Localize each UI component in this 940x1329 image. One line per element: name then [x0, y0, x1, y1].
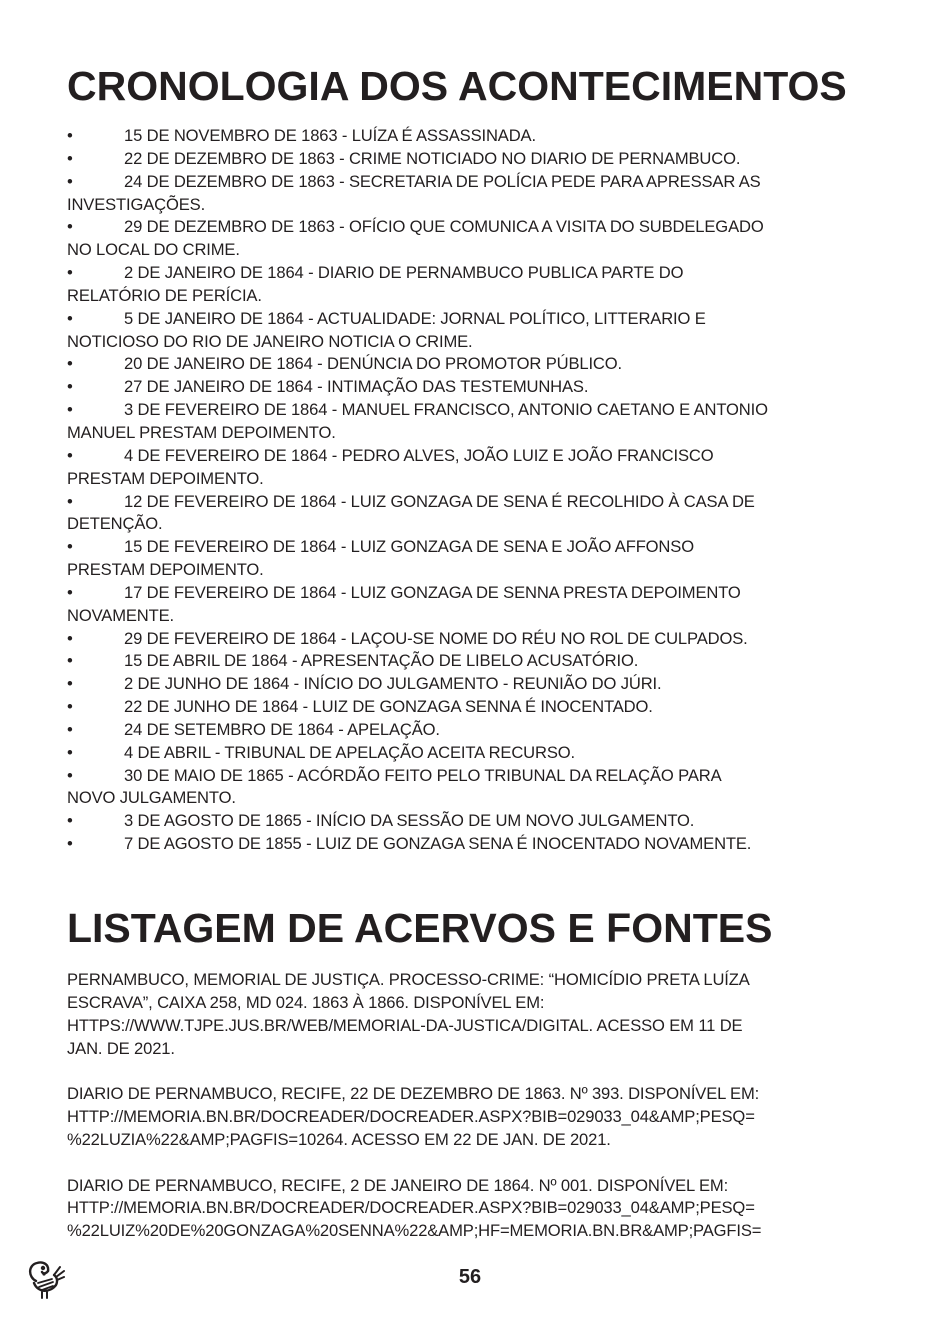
chronology-item-text: 4 DE FEVEREIRO DE 1864 - PEDRO ALVES, JOÃO LUIZ E JOÃO FRANCISCO	[124, 445, 714, 465]
chronology-item-text: 17 DE FEVEREIRO DE 1864 - LUIZ GONZAGA DE SENNA PRESTA DEPOIMENTO	[124, 582, 741, 602]
source-line: DIARIO DE PERNAMBUCO, RECIFE, 2 DE JANEIRO DE 1864. Nº 001. DISPONÍVEL EM:	[67, 1175, 729, 1195]
chronology-item-text: 3 DE FEVEREIRO DE 1864 - MANUEL FRANCISCO, ANTONIO CAETANO E ANTONIO	[124, 400, 768, 420]
chronology-item	[67, 650, 877, 673]
chronology-item	[67, 719, 877, 742]
chronology-item-text: 29 DE DEZEMBRO DE 1863 - OFÍCIO QUE COMUNICA A VISITA DO SUBDELEGADO	[124, 217, 764, 237]
chronology-item	[67, 308, 877, 354]
bullet-icon: •	[67, 445, 73, 465]
source-line: %22LUZIA%22&AMP;PAGFIS=10264. ACESSO EM 22 DE JAN. DE 2021.	[67, 1129, 611, 1149]
bullet-icon: •	[67, 582, 73, 602]
chronology-item-text: 24 DE SETEMBRO DE 1864 - APELAÇÃO.	[124, 719, 440, 739]
source-line: JAN. DE 2021.	[67, 1038, 175, 1058]
bullet-icon: •	[67, 308, 73, 328]
chronology-item-continuation: PRESTAM DEPOIMENTO.	[67, 468, 264, 488]
chronology-item-text: 29 DE FEVEREIRO DE 1864 - LAÇOU-SE NOME DO RÉU NO ROL DE CULPADOS.	[124, 628, 748, 648]
chronology-item	[67, 742, 877, 765]
chronology-item	[67, 445, 877, 491]
page-number: 56	[458, 1266, 482, 1288]
chronology-item	[67, 353, 877, 376]
bullet-icon: •	[67, 354, 73, 374]
chronology-item-text: 4 DE ABRIL - TRIBUNAL DE APELAÇÃO ACEITA RECURSO.	[124, 742, 575, 762]
source-line: PERNAMBUCO, MEMORIAL DE JUSTIÇA. PROCESSO-CRIME: “HOMICÍDIO PRETA LUÍZA	[67, 970, 750, 989]
source-line: ESCRAVA”, CAIXA 258, MD 024. 1863 À 1866. DISPONÍVEL EM:	[67, 992, 545, 1012]
bullet-icon: •	[67, 651, 73, 671]
sources-list	[67, 969, 877, 1266]
source-line: DIARIO DE PERNAMBUCO, RECIFE, 22 DE DEZEMBRO DE 1863. Nº 393. DISPONÍVEL EM:	[67, 1084, 760, 1104]
chronology-item	[67, 399, 877, 445]
bullet-icon: •	[67, 400, 73, 420]
chronology-item-continuation: PRESTAM DEPOIMENTO.	[67, 560, 264, 580]
chronology-item	[67, 765, 877, 811]
chronology-item	[67, 262, 877, 308]
bullet-icon: •	[67, 765, 73, 785]
bullet-icon: •	[67, 537, 73, 557]
chronology-item	[67, 673, 877, 696]
bullet-icon: •	[67, 126, 73, 145]
chronology-item-text: 30 DE MAIO DE 1865 - ACÓRDÃO FEITO PELO TRIBUNAL DA RELAÇÃO PARA	[124, 765, 722, 785]
chronology-item	[67, 125, 877, 148]
bullet-icon: •	[67, 171, 73, 191]
source-line: HTTPS://WWW.TJPE.JUS.BR/WEB/MEMORIAL-DA-JUSTICA/DIGITAL. ACESSO EM 11 DE	[67, 1015, 743, 1035]
bullet-icon: •	[67, 697, 73, 717]
chronology-item-continuation: INVESTIGAÇÕES.	[67, 194, 206, 214]
bullet-icon: •	[67, 217, 73, 237]
chronology-item	[67, 696, 877, 719]
chronology-item-text: 12 DE FEVEREIRO DE 1864 - LUIZ GONZAGA DE SENA É RECOLHIDO À CASA DE	[124, 491, 755, 511]
chronology-item-continuation: MANUEL PRESTAM DEPOIMENTO.	[67, 422, 336, 442]
chronology-item-continuation: NOVO JULGAMENTO.	[67, 788, 236, 808]
chronology-item-text: 2 DE JANEIRO DE 1864 - DIARIO DE PERNAMBUCO PUBLICA PARTE DO	[124, 263, 684, 283]
chronology-item	[67, 810, 877, 833]
bullet-icon: •	[67, 742, 73, 762]
bullet-icon: •	[67, 719, 73, 739]
chronology-item-text: 3 DE AGOSTO DE 1865 - INÍCIO DA SESSÃO DE UM NOVO JULGAMENTO.	[124, 811, 695, 831]
chronology-item	[67, 376, 877, 399]
chronology-item-text: 20 DE JANEIRO DE 1864 - DENÚNCIA DO PROMOTOR PÚBLICO.	[124, 354, 622, 374]
source-line: %22LUIZ%20DE%20GONZAGA%20SENNA%22&AMP;HF=MEMORIA.BN.BR&AMP;PAGFIS=	[67, 1221, 762, 1241]
chronology-item-continuation: RELATÓRIO DE PERÍCIA.	[67, 285, 262, 305]
chronology-item-continuation: DETENÇÃO.	[67, 514, 163, 534]
chronology-item	[67, 628, 877, 651]
chronology-item	[67, 536, 877, 582]
chronology-item	[67, 148, 877, 171]
chronology-item-text: 2 DE JUNHO DE 1864 - INÍCIO DO JULGAMENTO - REUNIÃO DO JÚRI.	[124, 674, 662, 694]
chronology-list	[67, 125, 877, 856]
source-entry	[67, 1083, 877, 1152]
chronology-item	[67, 216, 877, 262]
chronology-item-text: 15 DE NOVEMBRO DE 1863 - LUÍZA É ASSASSINADA.	[124, 126, 536, 145]
bullet-icon: •	[67, 148, 73, 168]
source-entry	[67, 1175, 877, 1244]
chronology-item-continuation: NOVAMENTE.	[67, 605, 174, 625]
chronology-item	[67, 833, 877, 856]
chronology-item-text: 15 DE FEVEREIRO DE 1864 - LUIZ GONZAGA DE SENA E JOÃO AFFONSO	[124, 537, 694, 557]
bullet-icon: •	[67, 491, 73, 511]
bullet-icon: •	[67, 628, 73, 648]
source-entry	[67, 969, 877, 1060]
chronology-item-continuation: NO LOCAL DO CRIME.	[67, 240, 240, 260]
bullet-icon: •	[67, 674, 73, 694]
sources-title: LISTAGEM DE ACERVOS E FONTES	[67, 905, 773, 951]
source-line: HTTP://MEMORIA.BN.BR/DOCREADER/DOCREADER.ASPX?BIB=029033_04&AMP;PESQ=	[67, 1107, 755, 1127]
chronology-item-text: 22 DE DEZEMBRO DE 1863 - CRIME NOTICIADO NO DIARIO DE PERNAMBUCO.	[124, 148, 741, 168]
bullet-icon: •	[67, 811, 73, 831]
chronology-item-text: 27 DE JANEIRO DE 1864 - INTIMAÇÃO DAS TESTEMUNHAS.	[124, 377, 589, 397]
bullet-icon: •	[67, 834, 73, 854]
chronology-item-text: 24 DE DEZEMBRO DE 1863 - SECRETARIA DE POLÍCIA PEDE PARA APRESSAR AS	[124, 171, 761, 191]
chronology-item-continuation: NOTICIOSO DO RIO DE JANEIRO NOTICIA O CRIME.	[67, 331, 473, 351]
bullet-icon: •	[67, 377, 73, 397]
chronology-title: CRONOLOGIA DOS ACONTECIMENTOS	[67, 63, 847, 109]
chronology-item-text: 7 DE AGOSTO DE 1855 - LUIZ DE GONZAGA SENA É INOCENTADO NOVAMENTE.	[124, 834, 752, 854]
bullet-icon: •	[67, 263, 73, 283]
chronology-item	[67, 171, 877, 217]
chronology-item	[67, 582, 877, 628]
chronology-item-text: 15 DE ABRIL DE 1864 - APRESENTAÇÃO DE LIBELO ACUSATÓRIO.	[124, 651, 639, 671]
chronology-item	[67, 491, 877, 537]
chronology-item-text: 5 DE JANEIRO DE 1864 - ACTUALIDADE: JORNAL POLÍTICO, LITTERARIO E	[124, 308, 706, 328]
source-line: HTTP://MEMORIA.BN.BR/DOCREADER/DOCREADER.ASPX?BIB=029033_04&AMP;PESQ=	[67, 1198, 755, 1218]
chronology-item-text: 22 DE JUNHO DE 1864 - LUIZ DE GONZAGA SENNA É INOCENTADO.	[124, 697, 653, 717]
